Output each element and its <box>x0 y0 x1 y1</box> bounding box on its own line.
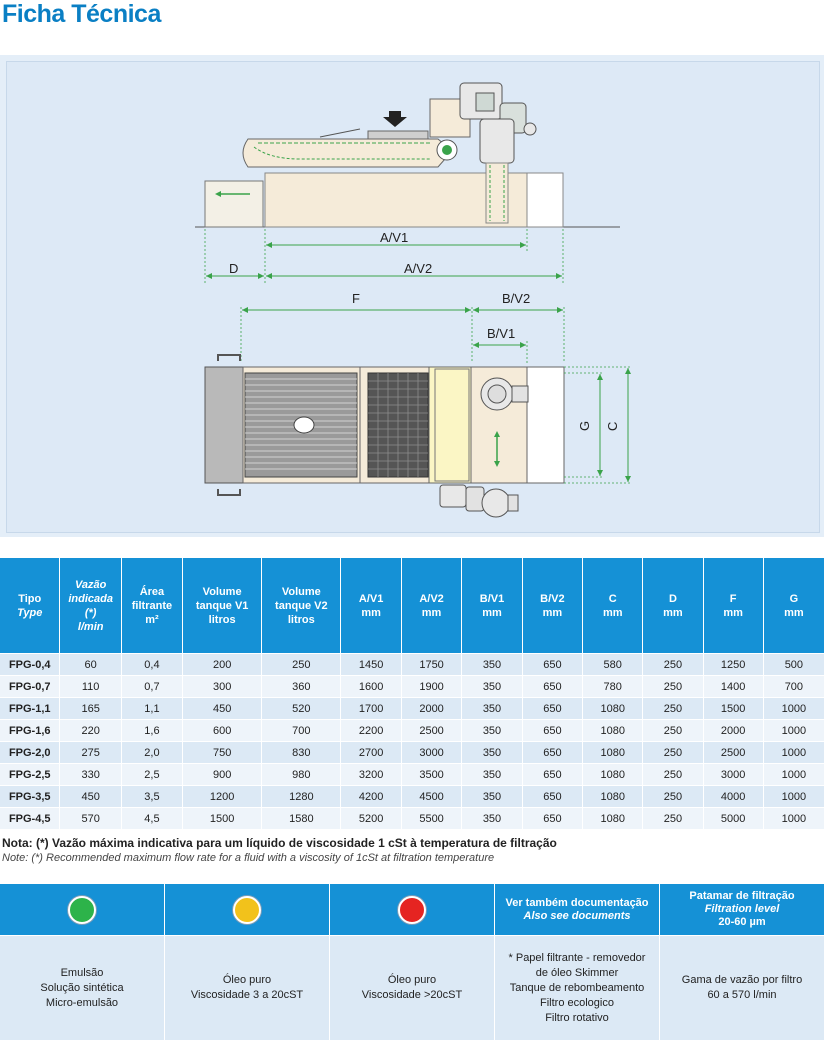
table-cell: 1400 <box>704 675 764 697</box>
legend-col-emulsion <box>0 884 165 1040</box>
legend-text: Ver também documentação <box>505 896 649 909</box>
note-portuguese: Nota: (*) Vazão máxima indicativa para um líquido de viscosidade 1 cSt à temperatura de filtração <box>2 836 557 850</box>
table-cell: 3000 <box>402 741 462 763</box>
table-cell: 1000 <box>764 763 824 785</box>
legend-col-documents <box>495 884 660 1040</box>
column-header-unit: mm <box>602 606 623 619</box>
table-cell: 300 <box>183 675 262 697</box>
table-cell: 250 <box>643 697 703 719</box>
table-cell: 1700 <box>341 697 401 719</box>
table-cell: FPG-2,0 <box>0 741 60 763</box>
table-cell: 2500 <box>402 719 462 741</box>
table-cell: 570 <box>60 807 121 829</box>
column-header <box>643 558 703 653</box>
table-cell: 650 <box>523 785 583 807</box>
table-cell: 250 <box>643 763 703 785</box>
table-cell: FPG-2,5 <box>0 763 60 785</box>
table-cell: 780 <box>583 675 643 697</box>
table-row <box>0 785 824 807</box>
green-dot-icon <box>68 896 96 924</box>
table-cell: 4,5 <box>122 807 183 829</box>
column-header-unit: Type <box>17 606 43 619</box>
technical-drawing-panel <box>0 55 824 537</box>
table-cell: 250 <box>643 741 703 763</box>
table-cell: 1080 <box>583 807 643 829</box>
table-cell: 350 <box>462 697 522 719</box>
table-cell: 1000 <box>764 741 824 763</box>
dim-label-av1: A/V1 <box>380 230 409 245</box>
table-cell: 1000 <box>764 697 824 719</box>
top-left-end <box>205 367 243 483</box>
table-cell: 980 <box>262 763 341 785</box>
yellow-dot-icon <box>233 896 261 924</box>
legend-text: Also see documents <box>523 909 631 922</box>
legend-text: Solução sintética <box>40 981 124 994</box>
table-cell: FPG-3,5 <box>0 785 60 807</box>
table-cell: 350 <box>462 653 522 675</box>
table-cell: FPG-0,4 <box>0 653 60 675</box>
table-cell: 3500 <box>402 763 462 785</box>
side-left-box <box>205 181 263 227</box>
legend-text: Emulsão <box>60 966 104 979</box>
column-header <box>0 558 60 653</box>
table-cell: 4200 <box>341 785 401 807</box>
table-cell: 650 <box>523 807 583 829</box>
column-header <box>60 558 121 653</box>
table-cell: 2200 <box>341 719 401 741</box>
table-cell: 650 <box>523 675 583 697</box>
table-cell: 900 <box>183 763 262 785</box>
table-cell: 650 <box>523 763 583 785</box>
legend-text: 20-60 µm <box>718 916 766 928</box>
table-cell: FPG-0,7 <box>0 675 60 697</box>
table-cell: 650 <box>523 653 583 675</box>
table-cell: 1450 <box>341 653 401 675</box>
table-cell: 1200 <box>183 785 262 807</box>
dim-label-bv1: B/V1 <box>487 326 516 341</box>
table-cell: 250 <box>643 653 703 675</box>
column-header-title: Volume tanque V2 <box>275 585 328 612</box>
note-english: Note: (*) Recommended maximum flow rate for a fluid with a viscosity of 1cSt at filtration temperature <box>2 852 495 864</box>
column-header-unit: litros <box>208 613 236 626</box>
table-cell: 2700 <box>341 741 401 763</box>
legend-text: Patamar de filtração <box>689 890 795 902</box>
table-cell: 450 <box>60 785 121 807</box>
legend-text: Tanque de rebombeamento <box>509 981 645 994</box>
column-header-title: Vazão indicada (*) <box>68 578 113 619</box>
table-row <box>0 653 824 675</box>
table-cell: 350 <box>462 719 522 741</box>
table-cell: FPG-1,1 <box>0 697 60 719</box>
table-cell: 1080 <box>583 719 643 741</box>
column-header-title: A/V2 <box>419 592 444 605</box>
table-cell: 2500 <box>704 741 764 763</box>
table-cell: 500 <box>764 653 824 675</box>
table-cell: 3,5 <box>122 785 183 807</box>
column-header-title: Tipo <box>18 592 42 605</box>
dim-label-f: F <box>352 291 360 306</box>
table-cell: 5500 <box>402 807 462 829</box>
column-header-unit: mm <box>361 606 381 619</box>
table-cell: FPG-4,5 <box>0 807 60 829</box>
column-header-unit: mm <box>542 606 563 619</box>
table-cell: 250 <box>262 653 341 675</box>
table-cell: 3200 <box>341 763 401 785</box>
column-header <box>341 558 401 653</box>
column-header <box>122 558 183 653</box>
table-cell: 0,4 <box>122 653 183 675</box>
column-header <box>183 558 262 653</box>
table-cell: 200 <box>183 653 262 675</box>
dim-label-bv2: B/V2 <box>502 291 531 306</box>
table-cell: 350 <box>462 807 522 829</box>
table-cell: 1750 <box>402 653 462 675</box>
legend-text: Filtro rotativo <box>545 1011 609 1024</box>
column-header-title: G <box>789 592 799 605</box>
table-cell: 3000 <box>704 763 764 785</box>
legend-text: Viscosidade >20cST <box>361 989 463 1001</box>
table-cell: 1,6 <box>122 719 183 741</box>
table-cell: 600 <box>183 719 262 741</box>
column-header-title: Área filtrante m² <box>131 585 173 626</box>
table-cell: 750 <box>183 741 262 763</box>
legend-text: Gama de vazão por filtro <box>681 974 803 986</box>
table-cell: 330 <box>60 763 121 785</box>
table-cell: 110 <box>60 675 121 697</box>
table-cell: 350 <box>462 741 522 763</box>
legend-col-light-oil <box>165 884 330 1040</box>
table-cell: 1500 <box>704 697 764 719</box>
table-cell: 700 <box>262 719 341 741</box>
legend-text: Óleo puro <box>222 974 272 986</box>
table-cell: 350 <box>462 785 522 807</box>
legend-text: 60 a 570 l/min <box>707 989 777 1001</box>
column-header-unit: mm <box>482 606 502 619</box>
legend-text: de óleo Skimmer <box>535 966 619 979</box>
table-cell: 220 <box>60 719 121 741</box>
column-header <box>402 558 462 653</box>
table-cell: 250 <box>643 807 703 829</box>
table-cell: 2000 <box>704 719 764 741</box>
table-cell: 1600 <box>341 675 401 697</box>
dim-label-av2: A/V2 <box>404 261 433 276</box>
table-cell: 4500 <box>402 785 462 807</box>
legend-text: Micro-emulsão <box>45 996 119 1009</box>
table-cell: 2000 <box>402 697 462 719</box>
table-row <box>0 807 824 829</box>
table-cell: 1500 <box>183 807 262 829</box>
table-cell: 1,1 <box>122 697 183 719</box>
table-cell: 165 <box>60 697 121 719</box>
column-header-title: C <box>608 592 617 605</box>
column-header-unit: l/min <box>77 620 104 633</box>
table-cell: 1000 <box>764 807 824 829</box>
table-row <box>0 697 824 719</box>
table-cell: 1080 <box>583 741 643 763</box>
column-header <box>262 558 341 653</box>
fluid-legend-table <box>0 884 824 1040</box>
legend-text: Filtration level <box>704 903 780 915</box>
table-cell: 1900 <box>402 675 462 697</box>
table-cell: 1000 <box>764 785 824 807</box>
table-cell: 650 <box>523 719 583 741</box>
column-header-title: B/V2 <box>540 592 565 605</box>
column-header-title: Volume tanque V1 <box>195 585 249 612</box>
column-header-unit: mm <box>663 606 683 619</box>
column-header <box>523 558 583 653</box>
column-header <box>583 558 643 653</box>
table-cell: 1000 <box>764 719 824 741</box>
table-cell: 450 <box>183 697 262 719</box>
column-header-unit: mm <box>723 606 743 619</box>
column-header-title: F <box>729 592 737 605</box>
table-cell: 2,5 <box>122 763 183 785</box>
table-cell: 700 <box>764 675 824 697</box>
dim-label-g: G <box>577 420 592 431</box>
specification-table <box>0 558 824 829</box>
table-cell: 1250 <box>704 653 764 675</box>
down-arrow-icon <box>383 111 407 127</box>
table-cell: 650 <box>523 741 583 763</box>
column-header-title: B/V1 <box>479 592 505 605</box>
table-cell: 60 <box>60 653 121 675</box>
table-cell: 250 <box>643 675 703 697</box>
table-cell: 1580 <box>262 807 341 829</box>
legend-text: Óleo puro <box>387 974 437 986</box>
table-cell: 580 <box>583 653 643 675</box>
table-row <box>0 719 824 741</box>
column-header-unit: mm <box>784 606 804 619</box>
table-cell: 4000 <box>704 785 764 807</box>
column-header <box>704 558 764 653</box>
table-cell: 1080 <box>583 697 643 719</box>
column-header-title: A/V1 <box>358 592 384 605</box>
table-cell: 5200 <box>341 807 401 829</box>
table-row <box>0 763 824 785</box>
dim-label-d: D <box>229 261 239 276</box>
column-header <box>764 558 824 653</box>
technical-drawing <box>0 55 824 537</box>
table-cell: 650 <box>523 697 583 719</box>
table-cell: 5000 <box>704 807 764 829</box>
column-header <box>462 558 522 653</box>
table-cell: 1080 <box>583 763 643 785</box>
column-header-unit: mm <box>421 606 442 619</box>
table-cell: 0,7 <box>122 675 183 697</box>
legend-text: * Papel filtrante - removedor <box>508 951 646 964</box>
column-header-unit: litros <box>287 613 315 626</box>
table-cell: 350 <box>462 763 522 785</box>
table-body <box>0 653 824 829</box>
red-dot-icon <box>398 896 426 924</box>
table-row <box>0 675 824 697</box>
table-cell: 275 <box>60 741 121 763</box>
legend-col-heavy-oil <box>330 884 495 1040</box>
table-cell: 250 <box>643 785 703 807</box>
legend-text: Filtro ecologico <box>540 996 614 1009</box>
table-row <box>0 741 824 763</box>
column-header-title: D <box>668 592 677 605</box>
table-cell: 830 <box>262 741 341 763</box>
table-cell: FPG-1,6 <box>0 719 60 741</box>
dim-label-c: C <box>605 421 620 431</box>
page-title: Ficha Técnica <box>2 0 161 28</box>
table-cell: 520 <box>262 697 341 719</box>
table-cell: 2,0 <box>122 741 183 763</box>
table-cell: 1080 <box>583 785 643 807</box>
legend-text: Viscosidade 3 a 20cST <box>190 989 304 1001</box>
table-cell: 350 <box>462 675 522 697</box>
legend-col-filtration <box>660 884 824 1040</box>
table-cell: 1280 <box>262 785 341 807</box>
table-cell: 360 <box>262 675 341 697</box>
table-cell: 250 <box>643 719 703 741</box>
table-header-row <box>0 558 824 653</box>
